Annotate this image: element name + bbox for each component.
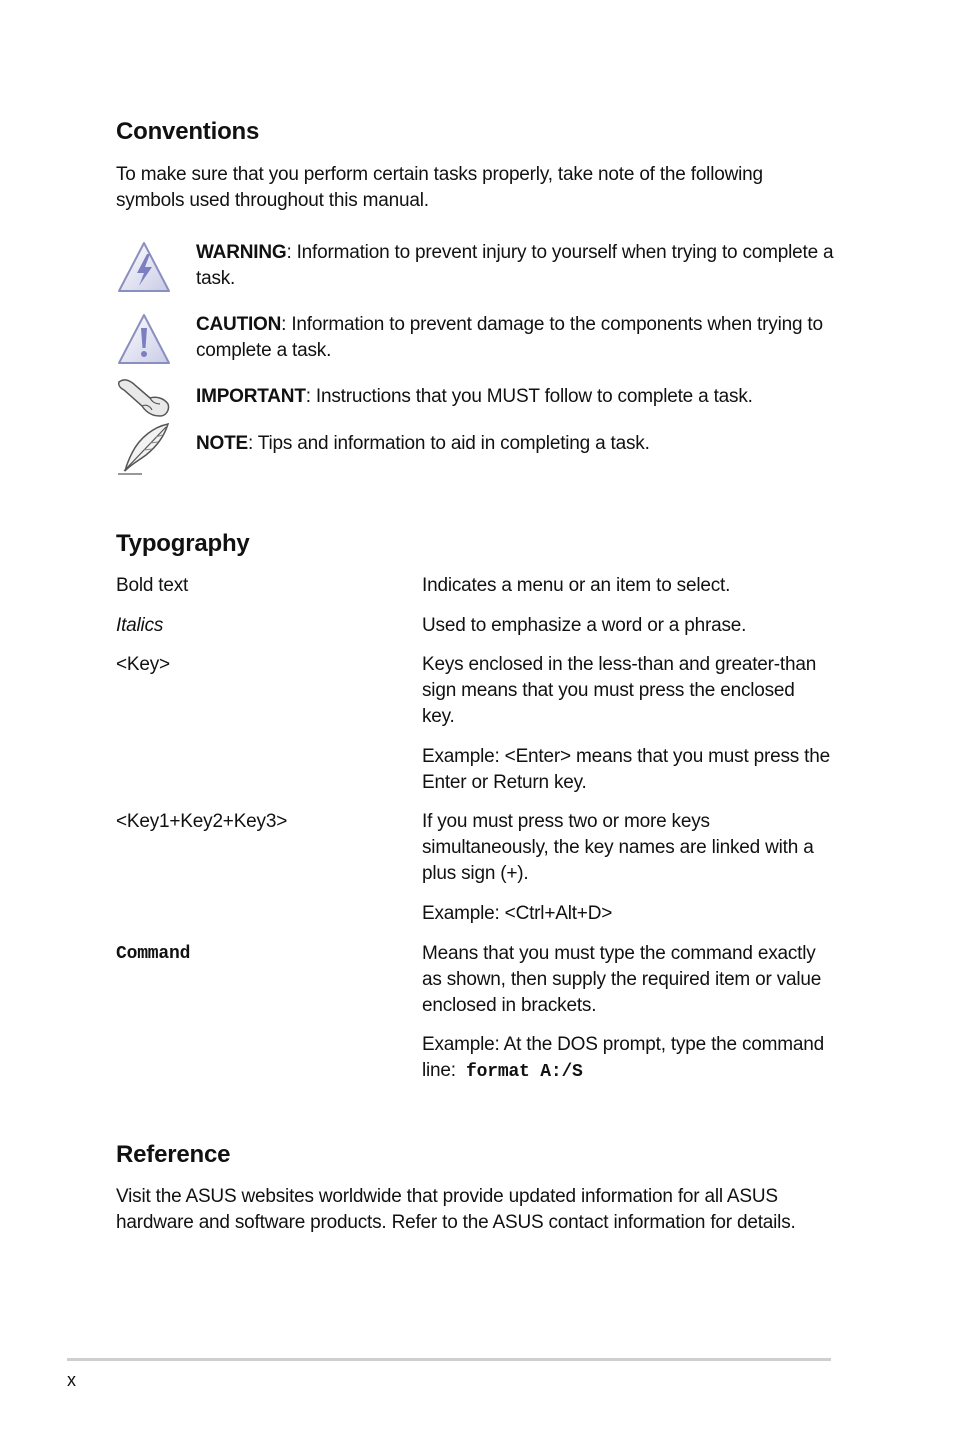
desc-bold-text: Indicates a menu or an item to select.	[422, 575, 731, 596]
note-notice	[116, 431, 836, 491]
term-italics: Italics	[116, 615, 164, 636]
desc-italics: Used to emphasize a word or a phrase.	[422, 615, 747, 636]
desc-command: Means that you must type the command exactly as shown, then supply the required item or value enclosed in brackets.	[422, 943, 822, 1016]
important-label: IMPORTANT	[196, 386, 306, 407]
note-label: NOTE	[196, 433, 248, 454]
note-feather-icon	[116, 421, 172, 477]
conventions-heading: Conventions	[116, 118, 260, 145]
term-command: Command	[116, 944, 191, 964]
caution-label: CAUTION	[196, 314, 282, 335]
desc-key-combo-example: Example: <Ctrl+Alt+D>	[422, 903, 613, 924]
page-number: x	[67, 1370, 76, 1390]
footer-divider	[67, 1358, 831, 1361]
term-key: <Key>	[116, 654, 170, 675]
important-text: : Instructions that you MUST follow to complete a task.	[305, 386, 753, 407]
conventions-intro: To make sure that you perform certain tasks properly, take note of the following symbols used throughout this manual.	[116, 164, 763, 211]
typography-heading: Typography	[116, 530, 250, 557]
reference-text: Visit the ASUS websites worldwide that provide updated information for all ASUS hardware and software products. Refer to the ASUS contact information for details.	[116, 1186, 796, 1233]
note-text: : Tips and information to aid in completing a task.	[247, 433, 650, 454]
caution-text: : Information to prevent damage to the components when trying to complete a task.	[196, 314, 823, 361]
warning-label: WARNING	[196, 242, 287, 263]
term-bold-text: Bold text	[116, 575, 189, 596]
reference-heading: Reference	[116, 1141, 231, 1168]
desc-key: Keys enclosed in the less-than and greater-than sign means that you must press the enclosed key.	[422, 654, 817, 727]
caution-notice	[116, 312, 836, 372]
term-key-combo: <Key1+Key2+Key3>	[116, 811, 288, 832]
warning-lightning-icon	[116, 240, 172, 296]
desc-key-combo: If you must press two or more keys simultaneously, the key names are linked with a plus sign (+).	[422, 811, 814, 884]
warning-notice	[116, 240, 836, 300]
warning-text: : Information to prevent injury to yourself when trying to complete a task.	[196, 242, 834, 289]
caution-exclamation-icon	[116, 312, 172, 368]
desc-command-example: Example: At the DOS prompt, type the command line:	[422, 1034, 825, 1081]
command-code: format A:/S	[466, 1062, 583, 1082]
desc-key-example: Example: <Enter> means that you must press the Enter or Return key.	[422, 746, 830, 793]
